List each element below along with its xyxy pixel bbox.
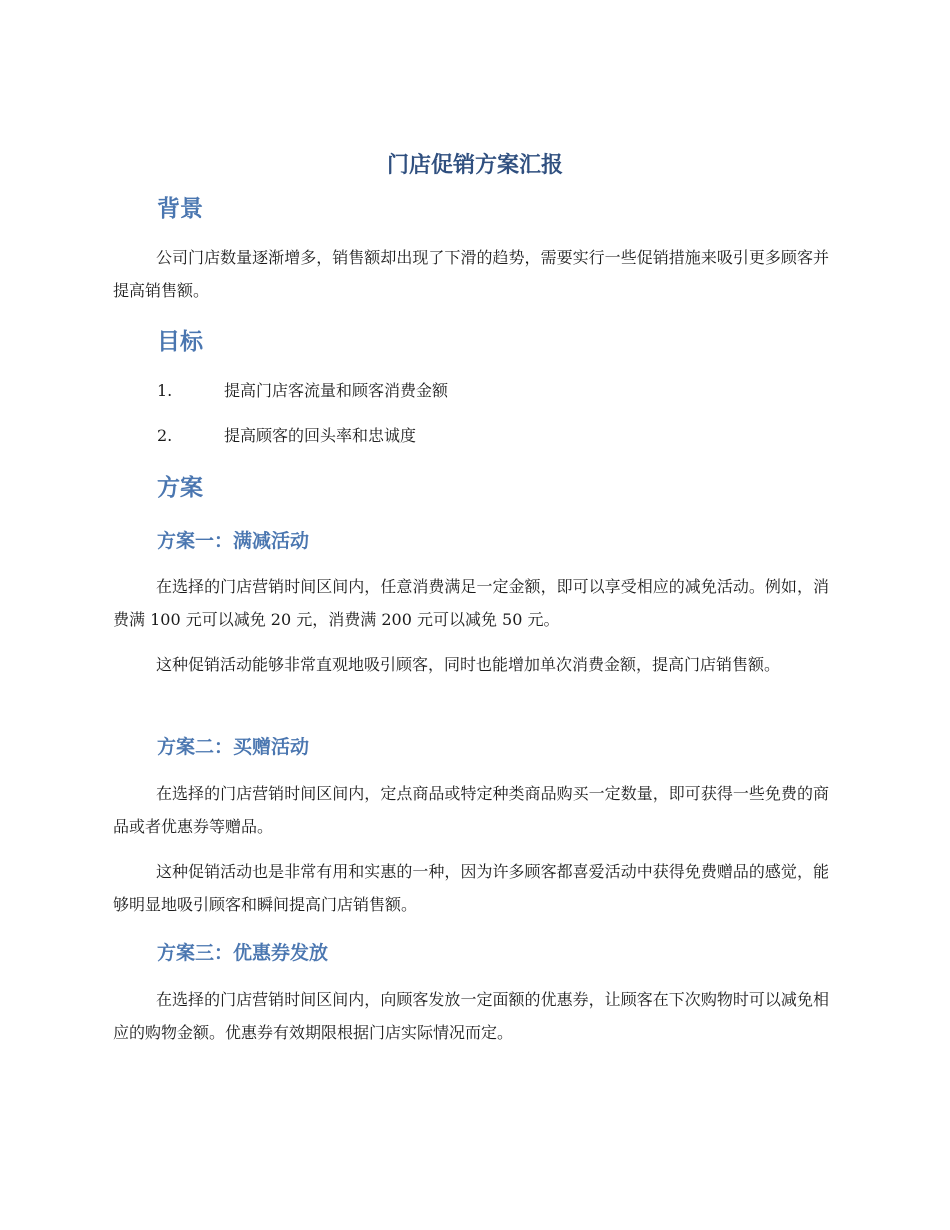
section-heading-plans: 方案 [157, 475, 203, 501]
section-heading-goals: 目标 [157, 329, 203, 355]
list-number: 2. [157, 426, 173, 445]
background-paragraph: 公司门店数量逐渐增多，销售额却出现了下滑的趋势，需要实行一些促销措施来吸引更多顾客并提高销售额。 [113, 248, 829, 300]
plan1-paragraph-2: 这种促销活动能够非常直观地吸引顾客，同时也能增加单次消费金额，提高门店销售额。 [156, 655, 781, 674]
plan2-paragraph-1: 在选择的门店营销时间区间内，定点商品或特定种类商品购买一定数量，即可获得一些免费的商品或者优惠券等赠品。 [113, 784, 829, 836]
list-item-text: 提高顾客的回头率和忠诚度 [224, 426, 417, 445]
plan1-heading: 方案一：满减活动 [157, 530, 310, 552]
plan3-heading: 方案三：优惠券发放 [157, 942, 329, 964]
plan2-heading: 方案二：买赠活动 [157, 736, 310, 758]
plan3-paragraph-1: 在选择的门店营销时间区间内，向顾客发放一定面额的优惠券，让顾客在下次购物时可以减免相应的购物金额。优惠券有效期限根据门店实际情况而定。 [113, 990, 829, 1042]
list-item-text: 提高门店客流量和顾客消费金额 [224, 381, 449, 400]
list-number: 1. [157, 381, 173, 400]
plan2-paragraph-2: 这种促销活动也是非常有用和实惠的一种，因为许多顾客都喜爱活动中获得免费赠品的感觉，能够明显地吸引顾客和瞬间提高门店销售额。 [113, 862, 829, 914]
goal-list-item-1 [157, 380, 448, 402]
document-title: 门店促销方案汇报 [386, 153, 563, 178]
plan1-paragraph-1: 在选择的门店营销时间区间内，任意消费满足一定金额，即可以享受相应的减免活动。例如，消费满 100 元可以减免 20 元，消费满 200 元可以减免 50 元。 [113, 577, 829, 629]
goal-list-item-2 [157, 425, 416, 447]
section-heading-background: 背景 [157, 196, 203, 222]
